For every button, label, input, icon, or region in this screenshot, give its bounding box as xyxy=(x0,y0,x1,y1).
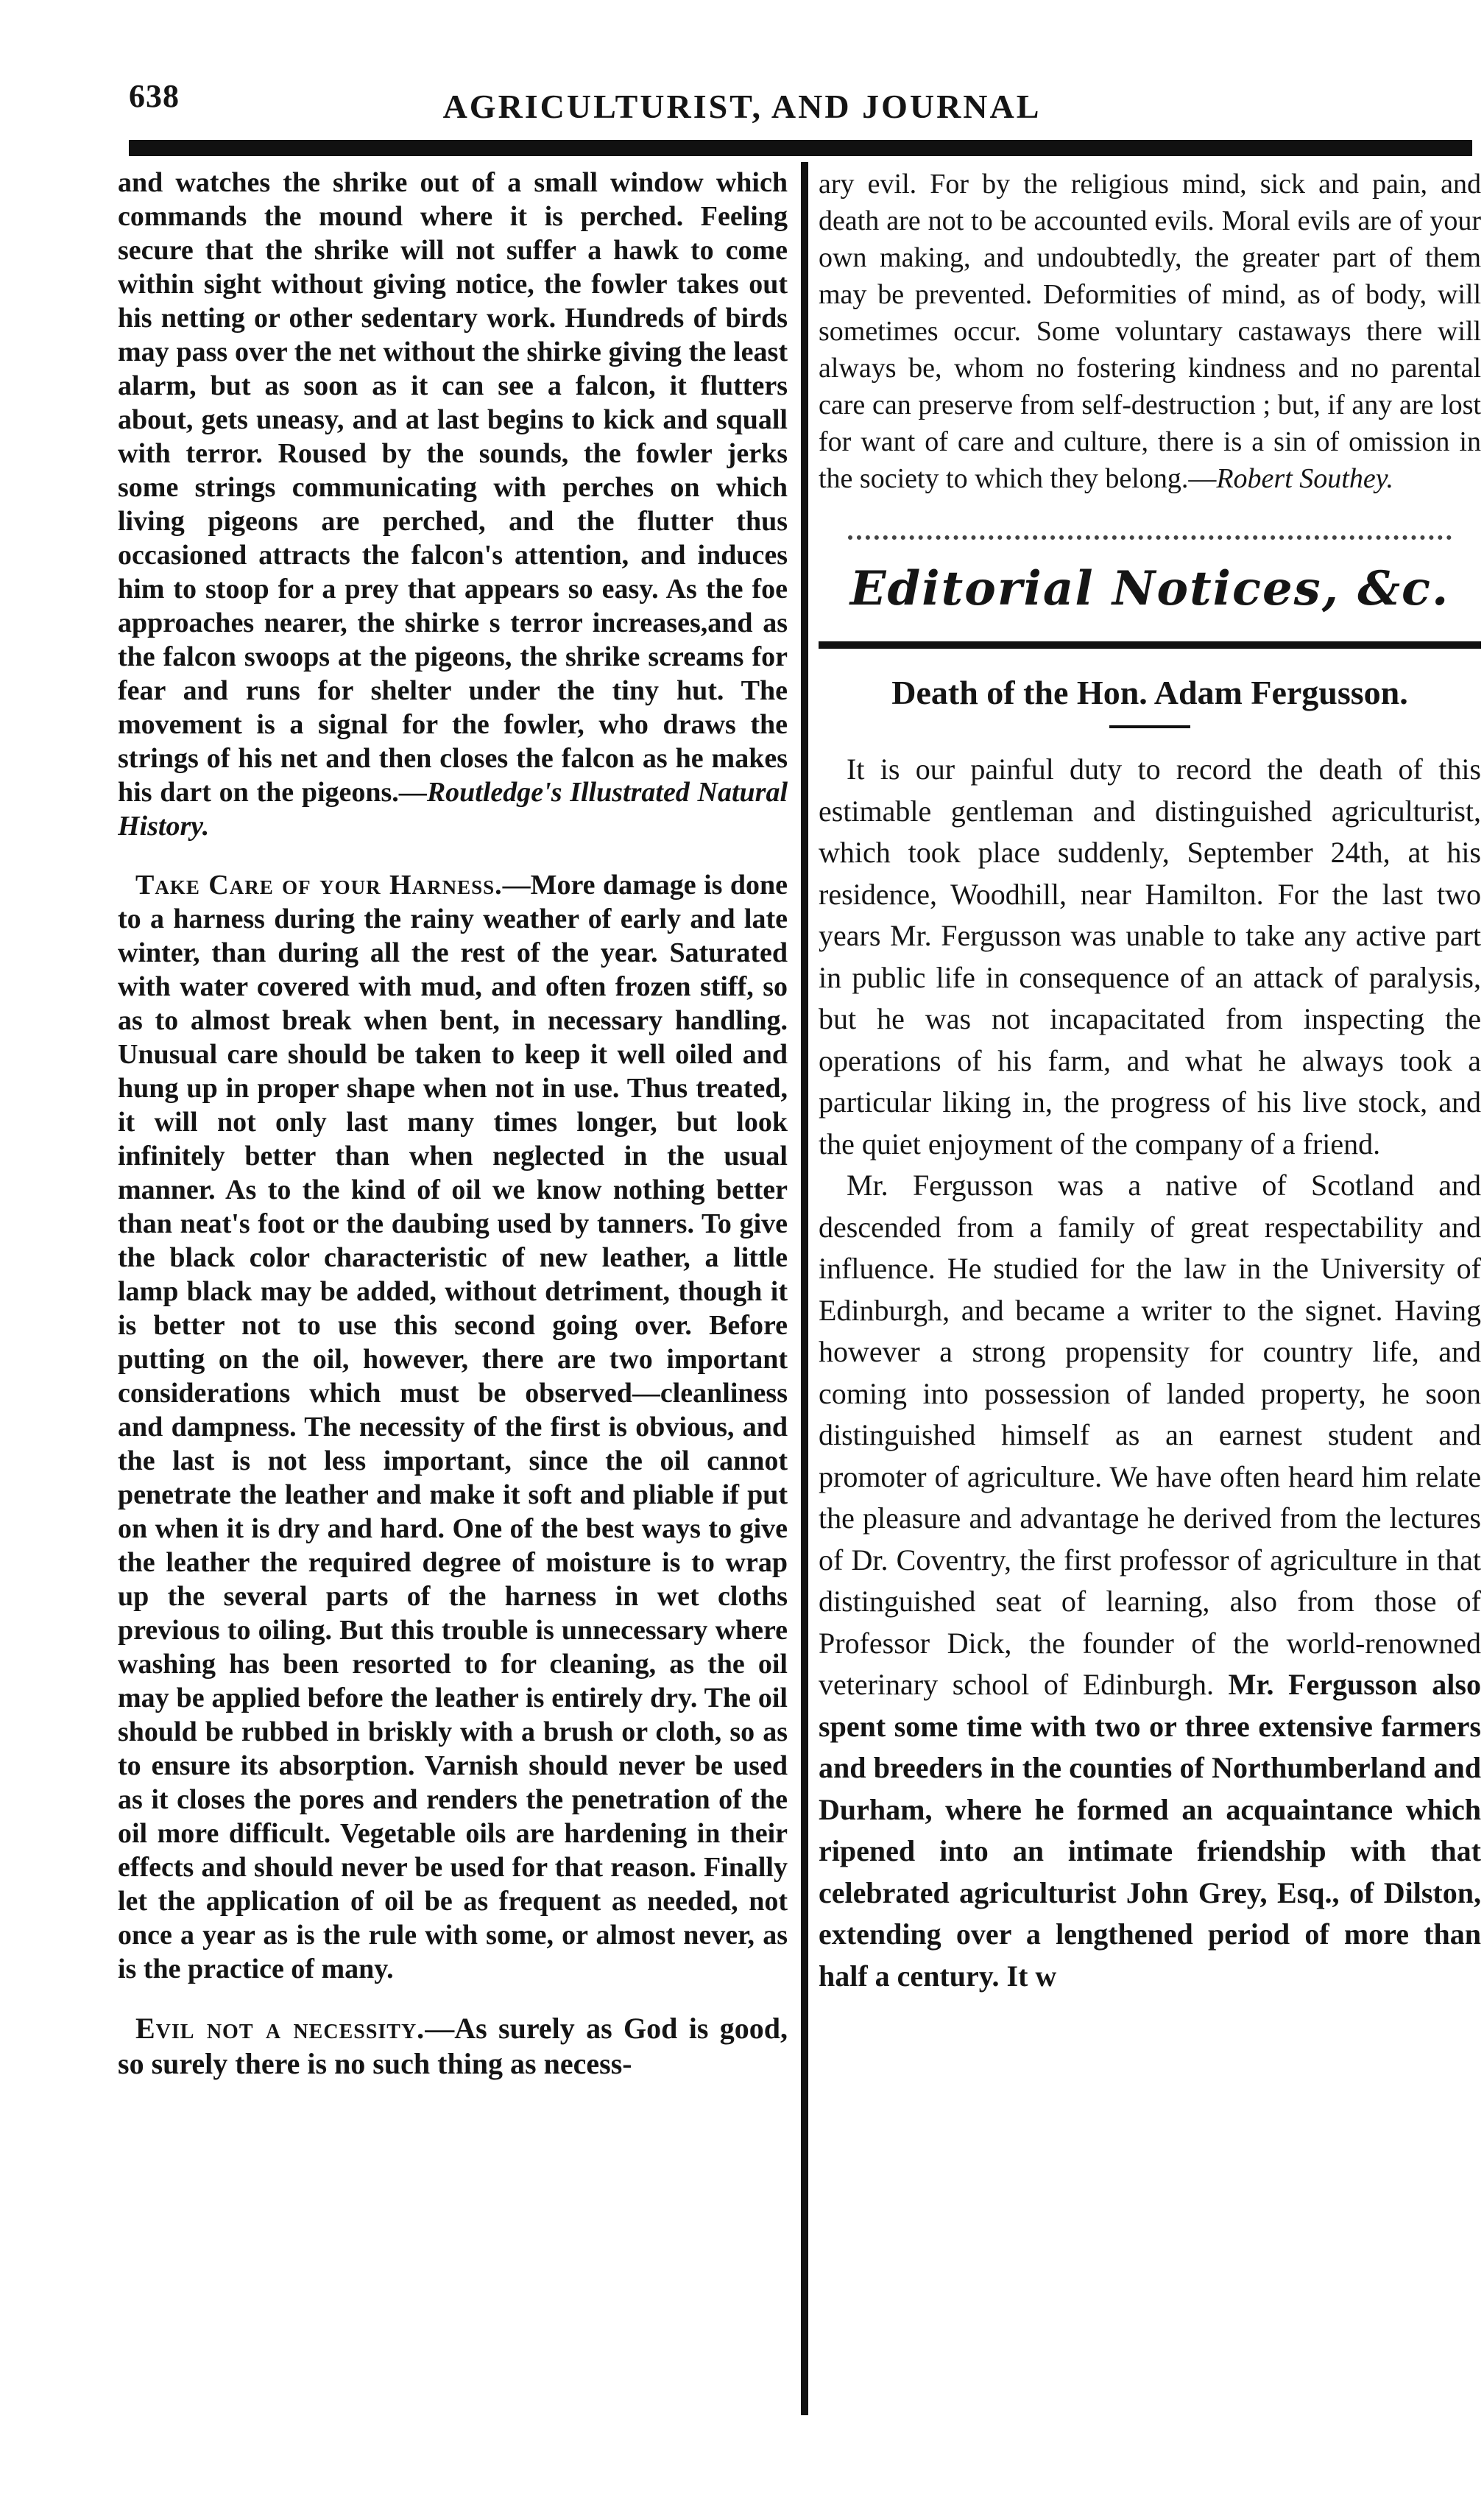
obituary-paragraph-2-tail: Mr. Fergusson also spent some time with two or three extensive farmers and breeders in the counties of Northumberland and Durham, where he formed an acquaintance which ripened into an intimate friendship with that celebrated agriculturist John Grey, Esq., of Dilston, extending over a lengthened period of more than half a century. It w xyxy=(819,1668,1481,1993)
right-column xyxy=(819,166,1481,2419)
left-column xyxy=(118,166,788,2419)
evil-text: —As surely as God is good, so surely there is no such thing as necess- xyxy=(118,2012,788,2080)
southey-quote xyxy=(819,166,1481,497)
obituary-paragraph-1: It is our painful duty to record the death of this estimable gentleman and distinguished agriculturist, which took place suddenly, September 24th, at his residence, Woodhill, near Hamilton. For the last two years Mr. Fergusson was unable to take any active part in public life in consequence of an attack of paralysis, but he was not incapacitated from inspecting the operations of his farm, and what he always took a particular liking in, the progress of his live stock, and the quiet enjoyment of the company of a friend. xyxy=(819,753,1481,1160)
evil-lead: Evil not a necessity. xyxy=(135,2012,425,2045)
shrike-source: Routledge's Illustrated Natural History. xyxy=(118,777,788,842)
title-rule xyxy=(1109,725,1190,728)
harness-paragraph xyxy=(118,868,788,1986)
section-heading: Editorial Notices, &c. xyxy=(849,561,1450,616)
ornamental-divider xyxy=(848,525,1452,540)
obituary-paragraph-2-text: Mr. Fergusson was a native of Scotland and descended from a family of great respectability and influence. He studied for the law in the University of Edinburgh, and became a writer to the signet. Having however a strong propensity for country life, and coming into possession of landed property, he soon distinguished himself as an earnest student and promoter of agriculture. We have often heard him relate the pleasure and advantage he derived from the lectures of Dr. Coventry, the first professor of agriculture in that distinguished seat of learning, also from those of Professor Dick, the founder of the world-renowned veterinary school of Edinburgh. xyxy=(819,1169,1481,1701)
running-head: AGRICULTURIST, AND JOURNAL xyxy=(442,88,1042,125)
quote-text: ary evil. For by the religious mind, sick and pain, and death are not to be accounted evils. Moral evils are of your own making, and undoubtedly, the greater part of them may be prevented. Deformities of mind, as of body, will sometimes occur. Some voluntary castaways there will always be, whom no fostering kindness and no parental care can preserve from self-destruction ; but, if any are lost for want of care and culture, there is a sin of omission in the society to which they belong.— xyxy=(819,169,1481,494)
page-number: 638 xyxy=(129,78,180,114)
section-rule xyxy=(819,641,1481,649)
shrike-paragraph xyxy=(118,166,788,843)
harness-text: —More damage is done to a harness during the rainy weather of early and late winter, than during all the rest of the year. Saturated with water covered with mud, and often frozen stiff, so as to almost break when bent, in necessary handling. Unusual care should be taken to keep it well oiled and hung up in proper shape when not in use. Thus treated, it will not only last many times longer, but look infinitely better than when neglected in the usual manner. As to the kind of oil we know nothing better than neat's foot or the daubing used by tanners. To give the black color characteristic of new leather, a little lamp black may be added, without detriment, though it is better not to use this second going over. Before putting on the oil, however, there are two important considerations which must be observed—cleanliness and dampness. The necessity of the first is obvious, and the last is not less important, since the oil cannot penetrate the leather and make it soft and pliable if put on when it is dry and hard. One of the best ways to give the leather the required degree of moisture is to wrap up the several parts of the harness in wet cloths previous to oiling. But this trouble is unnecessary where washing has been resorted to for cleaning, as the oil may be applied before the leather is entirely dry. The oil should be rubbed in briskly with a brush or cloth, so as to ensure its absorption. Varnish should never be used as it closes the pores and renders the penetration of the oil more difficult. Vegetable oils are hardening in their effects and should never be used for that reason. Finally let the application of oil be as frequent as needed, not once a year as is the rule with some, or almost never, as is the practice of many. xyxy=(118,870,788,1984)
article-title: Death of the Hon. Adam Fergusson. xyxy=(891,674,1408,711)
quote-source: Robert Southey. xyxy=(1216,463,1393,494)
obituary-paragraph-2 xyxy=(819,1165,1481,1997)
evil-paragraph xyxy=(118,2011,788,2082)
column-divider xyxy=(801,162,808,2415)
header-rule xyxy=(129,140,1472,156)
harness-lead: Take Care of your Harness. xyxy=(135,870,503,901)
shrike-text: and watches the shrike out of a small window which commands the mound where it is perched. Feeling secure that the shrike will not suffer a hawk to come within sight without giving notice, the fowler takes out his netting or other sedentary work. Hundreds of birds may pass over the net without the shirke giving the least alarm, but as soon as it can see a falcon, it flutters about, gets uneasy, and at last begins to kick and squall with terror. Roused by the sounds, the fowler jerks some strings communicating with perches on which living pigeons are perched, and the flutter thus occasioned attracts the falcon's attention, and induces him to stoop for a prey that appears so easy. As the foe approaches nearer, the shirke s terror increases,and as the falcon swoops at the pigeons, the shrike screams for fear and runs for shelter under the tiny hut. The movement is a signal for the fowler, who draws the strings of his net and then closes the falcon as he makes his dart on the pigeons.— xyxy=(118,167,788,808)
